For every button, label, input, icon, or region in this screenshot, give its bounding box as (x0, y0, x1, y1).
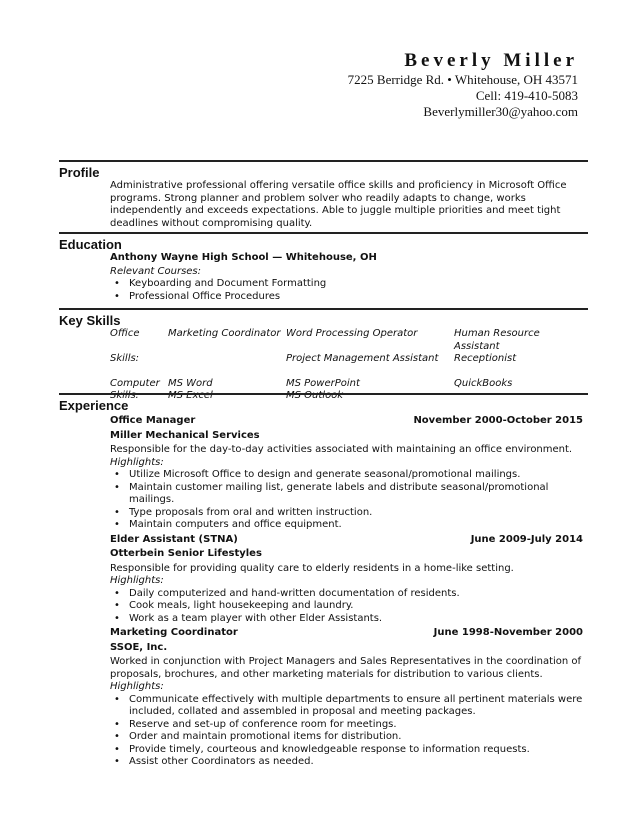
section-title-experience: Experience (59, 393, 588, 413)
section-title-profile: Profile (59, 160, 588, 180)
list-item: • Daily computerized and hand-written documentation of residents. (110, 588, 583, 601)
job-entry (110, 627, 583, 769)
job-dates: June 1998-November 2000 (433, 627, 583, 638)
list-item: • Assist other Coordinators as needed. (110, 756, 583, 769)
office-skills-label: Skills: (110, 353, 140, 364)
job-company: SSOE, Inc. (110, 641, 168, 653)
skills-section (59, 308, 588, 403)
experience-section (59, 393, 588, 769)
list-item: • Cook meals, light housekeeping and laundry. (110, 600, 583, 613)
list-item: • Utilize Microsoft Office to design and generate seasonal/promotional mailings. (110, 469, 583, 482)
list-item: • Maintain computers and office equipment. (110, 519, 583, 532)
list-item: • Work as a team player with other Elder Assistants. (110, 613, 583, 626)
skill-cell: MS Excel (168, 390, 213, 401)
skill-cell: Human Resource Assistant (454, 328, 540, 352)
skill-cell: Project Management Assistant (286, 353, 439, 364)
courses-label: Relevant Courses: (110, 265, 202, 277)
list-item: • Type proposals from oral and written instruction. (110, 507, 583, 520)
skill-cell (168, 353, 286, 366)
list-item: • Provide timely, courteous and knowledgeable response to information requests. (110, 744, 583, 757)
education-section (59, 232, 588, 303)
list-item: • Reserve and set-up of conference room for meetings. (110, 719, 583, 732)
job-description: Responsible for the day-to-day activities associated with maintaining an office environment. (110, 444, 573, 455)
list-item: • Keyboarding and Document Formatting (110, 278, 588, 291)
computer-skills-label: Skills: (110, 390, 140, 401)
job-role: Office Manager (110, 415, 196, 426)
skill-cell: Marketing Coordinator (168, 328, 281, 339)
job-role: Marketing Coordinator (110, 627, 238, 638)
job-entry (110, 415, 583, 532)
job-description: Worked in conjunction with Project Managers and Sales Representatives in the coordination of proposals, brochures, and other marketing materials for distribution to various clients. (110, 656, 582, 680)
list-item: • Communicate effectively with multiple departments to ensure all pertinent materials were included, collated and assembled in proposal and meeting packages. (110, 694, 583, 719)
highlights-label: Highlights: (110, 681, 164, 692)
job-company: Otterbein Senior Lifestyles (110, 548, 262, 559)
candidate-name: Beverly Miller (404, 50, 578, 71)
computer-skills-label: Computer (110, 377, 160, 389)
office-skills-label: Office (110, 328, 140, 339)
highlights-label: Highlights: (110, 575, 164, 586)
highlights-label: Highlights: (110, 456, 164, 468)
cell-phone: Cell: 419-410-5083 (475, 88, 578, 103)
job-company: Miller Mechanical Services (110, 429, 260, 441)
skill-cell: QuickBooks (454, 377, 513, 389)
profile-text: Administrative professional offering versatile office skills and proficiency in Microsoft Office programs. Strong planner and problem solver who readily adapts to change, works independently and exceeds expectations. Able to juggle multiple priorities and meet tight deadlines without compromising quality. (110, 180, 567, 229)
job-entry (110, 534, 583, 626)
address: 7225 Berridge Rd. • Whitehouse, OH 43571 (347, 72, 578, 87)
office-skills-table (110, 328, 588, 366)
section-title-education: Education (59, 232, 588, 252)
list-item: • Maintain customer mailing list, generate labels and distribute seasonal/promotional mailings. (110, 482, 583, 507)
courses-list (110, 278, 588, 303)
skill-cell: MS Word (168, 377, 213, 389)
skill-cell: Word Processing Operator (286, 328, 418, 339)
list-item: • Professional Office Procedures (110, 291, 588, 304)
skill-cell: Receptionist (454, 353, 517, 364)
job-description: Responsible for providing quality care to elderly residents in a home-like setting. (110, 562, 514, 574)
job-dates: June 2009-July 2014 (470, 533, 583, 545)
resume-header (348, 50, 578, 120)
list-item: • Order and maintain promotional items for distribution. (110, 731, 583, 744)
skill-cell: MS PowerPoint (286, 377, 360, 389)
school-name: Anthony Wayne High School — Whitehouse, OH (110, 252, 377, 263)
section-title-skills: Key Skills (59, 308, 588, 328)
job-role: Elder Assistant (STNA) (110, 533, 238, 545)
job-dates: November 2000-October 2015 (413, 415, 583, 426)
profile-section (59, 160, 588, 230)
email-address[interactable]: Beverlymiller30@yahoo.com (423, 104, 578, 119)
skill-cell: MS Outlook (286, 390, 344, 401)
